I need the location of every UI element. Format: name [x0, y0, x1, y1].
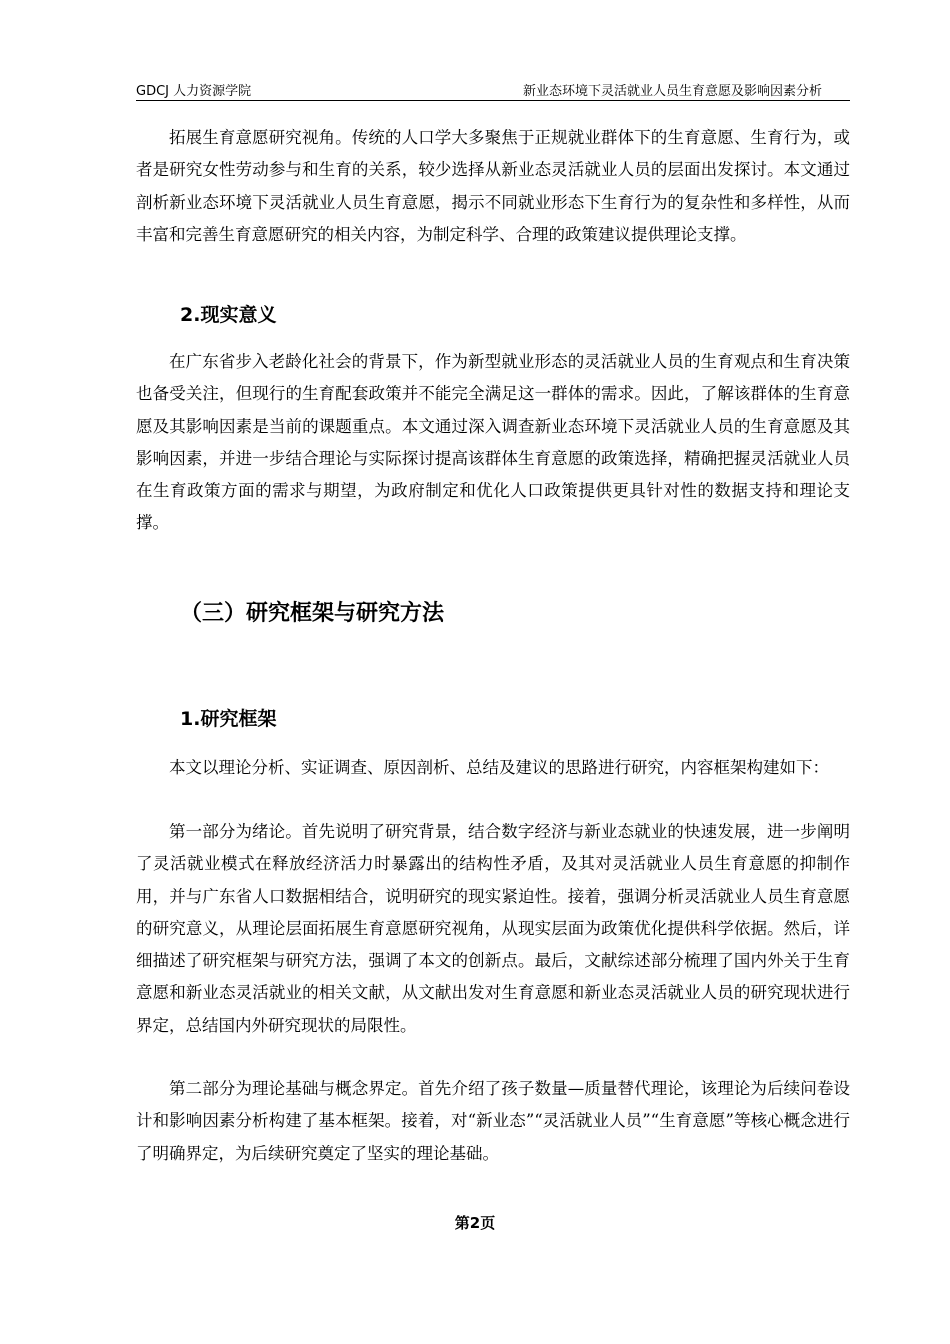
paragraph-part-two: 第二部分为理论基础与概念界定。首先介绍了孩子数量—质量替代理论，该理论为后续问卷设计和影响因素分析构建了基本框架。接着，对“新业态”“灵活就业人员”“生育意愿”等核心概念进行了明确界定，为后续研究奠定了坚实的理论基础。	[136, 1079, 850, 1163]
header-institution: GDCJ 人力资源学院	[136, 84, 252, 99]
heading-framework-and-methods: （三）研究框架与研究方法	[180, 601, 445, 626]
heading-practical-significance: 2.现实意义	[180, 304, 277, 326]
page-header	[136, 78, 850, 100]
header-rule	[136, 100, 850, 101]
page-number: 第2页	[454, 1214, 496, 1232]
paragraph-theoretical-significance: 拓展生育意愿研究视角。传统的人口学大多聚焦于正规就业群体下的生育意愿、生育行为，或者是研究女性劳动参与和生育的关系，较少选择从新业态灵活就业人员的层面出发探讨。本文通过剖析新业态环境下灵活就业人员生育意愿，揭示不同就业形态下生育行为的复杂性和多样性，从而丰富和完善生育意愿研究的相关内容，为制定科学、合理的政策建议提供理论支撑。	[136, 128, 850, 244]
paragraph-part-one: 第一部分为绪论。首先说明了研究背景，结合数字经济与新业态就业的快速发展，进一步阐明了灵活就业模式在释放经济活力时暴露出的结构性矛盾，及其对灵活就业人员生育意愿的抑制作用，并与广东省人口数据相结合，说明研究的现实紧迫性。接着，强调分析灵活就业人员生育意愿的研究意义，从理论层面拓展生育意愿研究视角，从现实层面为政策优化提供科学依据。然后，详细描述了研究框架与研究方法，强调了本文的创新点。最后，文献综述部分梳理了国内外关于生育意愿和新业态灵活就业的相关文献，从文献出发对生育意愿和新业态灵活就业人员的研究现状进行界定，总结国内外研究现状的局限性。	[136, 822, 850, 1035]
header-title: 新业态环境下灵活就业人员生育意愿及影响因素分析	[522, 84, 822, 99]
heading-research-framework: 1.研究框架	[180, 708, 277, 730]
paragraph-framework-intro: 本文以理论分析、实证调查、原因剖析、总结及建议的思路进行研究，内容框架构建如下：	[169, 758, 829, 777]
paragraph-practical-significance: 在广东省步入老龄化社会的背景下，作为新型就业形态的灵活就业人员的生育观点和生育决策也备受关注，但现行的生育配套政策并不能完全满足这一群体的需求。因此，了解该群体的生育意愿及其影响因素是当前的课题重点。本文通过深入调查新业态环境下灵活就业人员的生育意愿及其影响因素，并进一步结合理论与实际探讨提高该群体生育意愿的政策选择，精确把握灵活就业人员在生育政策方面的需求与期望，为政府制定和优化人口政策提供更具针对性的数据支持和理论支撑。	[136, 352, 850, 533]
